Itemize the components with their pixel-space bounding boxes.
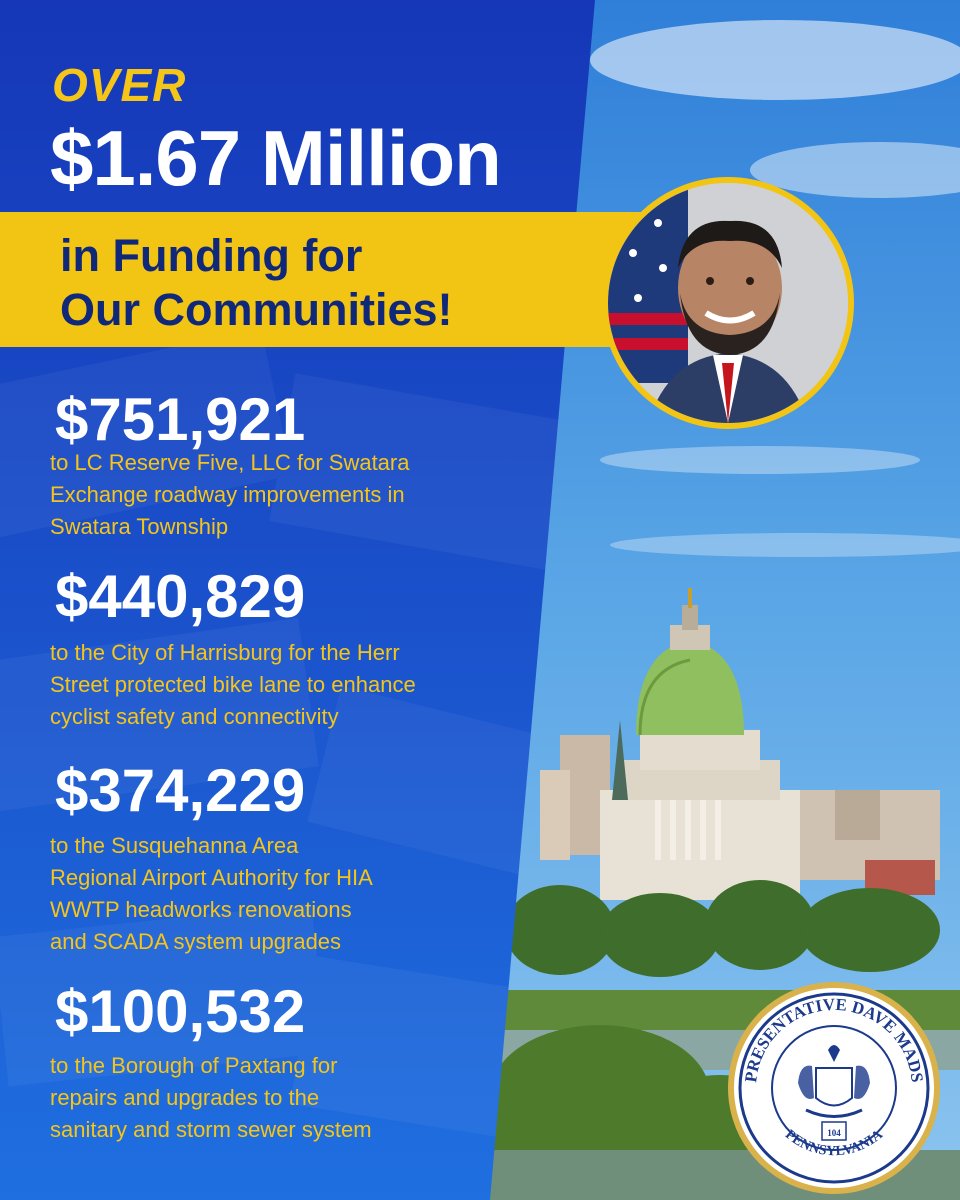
description-line: Exchange roadway improvements in: [50, 482, 405, 507]
description-line: to the City of Harrisburg for the Herr: [50, 640, 400, 665]
description-line: to the Susquehanna Area: [50, 833, 299, 858]
funding-description-3: [50, 830, 520, 958]
description-line: Swatara Township: [50, 514, 229, 539]
over-label: OVER: [52, 59, 187, 111]
headline-amount: $1.67 Million: [50, 114, 501, 202]
description-line: and SCADA system upgrades: [50, 929, 342, 954]
funding-amount-2: $440,829: [55, 563, 306, 630]
description-line: to the Borough of Paxtang for: [50, 1053, 338, 1078]
description-line: cyclist safety and connectivity: [50, 704, 339, 729]
banner-line-2: Our Communities!: [60, 284, 453, 335]
seal-top-text: PRESENTATIVE DAVE MADS: [741, 994, 927, 1084]
description-line: sanitary and storm sewer system: [50, 1117, 372, 1142]
description-line: Regional Airport Authority for HIA: [50, 865, 373, 890]
funding-description-4: [50, 1050, 520, 1146]
funding-description-1: [50, 447, 520, 543]
seal-bottom-text: PENNSYLVANIA: [782, 1127, 886, 1160]
funding-amount-1: $751,921: [55, 386, 306, 453]
seal-emblem: [734, 988, 934, 1188]
description-line: Street protected bike lane to enhance: [50, 672, 416, 697]
funding-description-2: [50, 637, 520, 733]
portrait-illustration: [608, 183, 848, 423]
description-line: to LC Reserve Five, LLC for Swatara: [50, 450, 410, 475]
funding-amount-3: $374,229: [55, 757, 306, 824]
description-line: WWTP headworks renovations: [50, 897, 352, 922]
representative-portrait: [602, 177, 854, 429]
representative-seal: [734, 988, 934, 1188]
seal-district-number: 104: [827, 1128, 841, 1138]
description-line: repairs and upgrades to the: [50, 1085, 320, 1110]
funding-amount-4: $100,532: [55, 978, 306, 1045]
banner-line-1: in Funding for: [60, 230, 363, 281]
